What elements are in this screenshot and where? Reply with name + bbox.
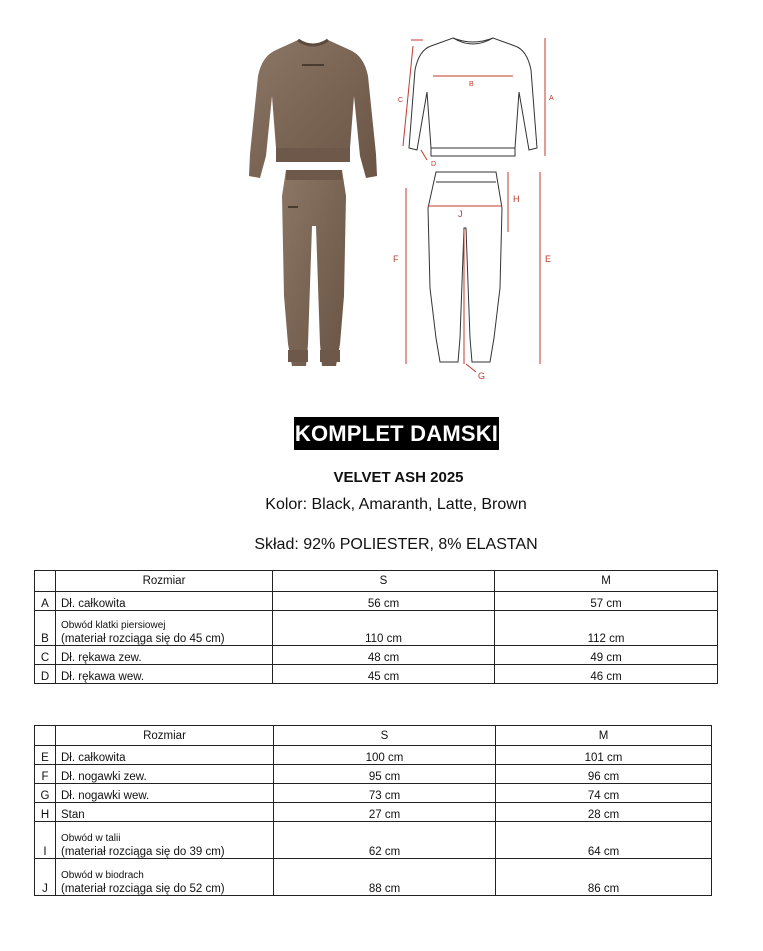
sweater-photo: [246, 36, 380, 184]
row-letter: C: [35, 646, 56, 665]
row-value-m: 28 cm: [496, 803, 712, 822]
row-measure-note: (materiał rozciąga się do 45 cm): [61, 633, 225, 645]
table-row: [35, 803, 712, 822]
table-row: [35, 859, 712, 896]
row-measure: Dł. całkowita: [56, 592, 273, 611]
row-letter: B: [35, 611, 56, 646]
row-value-s: 100 cm: [274, 746, 496, 765]
row-value-s: 62 cm: [274, 822, 496, 859]
row-measure: Stan: [56, 803, 274, 822]
row-letter: E: [35, 746, 56, 765]
header-size-label: Rozmiar: [56, 571, 273, 592]
header-size-m: M: [496, 726, 712, 746]
row-value-m: 86 cm: [496, 859, 712, 896]
diagram-label-j: J: [458, 209, 463, 219]
diagram-label-f: F: [393, 254, 399, 264]
row-measure: Dł. rękawa wew.: [56, 665, 273, 684]
product-subtitle: VELVET ASH 2025: [333, 469, 464, 486]
row-value-m: 96 cm: [496, 765, 712, 784]
row-value-m: 64 cm: [496, 822, 712, 859]
row-measure: Dł. rękawa zew.: [56, 646, 273, 665]
table-row: [35, 646, 718, 665]
row-measure-cell: [56, 859, 274, 896]
diagram-label-b: B: [469, 81, 474, 88]
row-value-s: 73 cm: [274, 784, 496, 803]
row-letter: G: [35, 784, 56, 803]
header-size-s: S: [274, 726, 496, 746]
table-row: [35, 784, 712, 803]
diagram-label-a: A: [549, 95, 554, 102]
row-measure: Dł. nogawki zew.: [56, 765, 274, 784]
row-letter: H: [35, 803, 56, 822]
row-measure: Obwód w biodrach: [61, 870, 144, 881]
row-letter: D: [35, 665, 56, 684]
row-letter: J: [35, 859, 56, 896]
row-measure: Dł. nogawki wew.: [56, 784, 274, 803]
row-measure-cell: [56, 611, 273, 646]
product-colors: Kolor: Black, Amaranth, Latte, Brown: [265, 496, 527, 513]
header-letter-cell: [35, 571, 56, 592]
header-size-label: Rozmiar: [56, 726, 274, 746]
row-value-s: 88 cm: [274, 859, 496, 896]
row-letter: A: [35, 592, 56, 611]
table-row: [35, 765, 712, 784]
pants-photo: [278, 166, 350, 370]
sweatshirt-size-table: [34, 570, 718, 684]
diagram-label-c: C: [398, 97, 404, 104]
diagram-label-d: D: [431, 161, 437, 168]
header-size-m: M: [495, 571, 718, 592]
table-header-row: [35, 726, 712, 746]
row-value-s: 45 cm: [273, 665, 495, 684]
row-value-m: 112 cm: [495, 611, 718, 646]
row-value-m: 57 cm: [495, 592, 718, 611]
row-value-m: 46 cm: [495, 665, 718, 684]
header-size-s: S: [273, 571, 495, 592]
row-measure-cell: [56, 822, 274, 859]
row-measure: Dł. całkowita: [56, 746, 274, 765]
table-row: [35, 746, 712, 765]
diagram-label-h: H: [513, 194, 520, 204]
table-header-row: [35, 571, 718, 592]
diagram-label-e: E: [545, 254, 552, 264]
table-row: [35, 611, 718, 646]
pants-diagram: [390, 168, 562, 384]
row-value-m: 74 cm: [496, 784, 712, 803]
row-letter: I: [35, 822, 56, 859]
product-composition: Skład: 92% POLIESTER, 8% ELASTAN: [254, 536, 538, 553]
row-value-s: 48 cm: [273, 646, 495, 665]
row-value-s: 27 cm: [274, 803, 496, 822]
table-row: [35, 822, 712, 859]
row-letter: F: [35, 765, 56, 784]
row-measure-note: (materiał rozciąga się do 39 cm): [61, 846, 225, 858]
row-value-m: 49 cm: [495, 646, 718, 665]
row-value-s: 56 cm: [273, 592, 495, 611]
product-title: KOMPLET DAMSKI: [294, 417, 499, 450]
table-row: [35, 665, 718, 684]
table-row: [35, 592, 718, 611]
row-value-s: 110 cm: [273, 611, 495, 646]
pants-size-table: [34, 725, 712, 896]
row-measure: Obwód w talii: [61, 833, 121, 844]
row-measure-note: (materiał rozciąga się do 52 cm): [61, 883, 225, 895]
header-letter-cell: [35, 726, 56, 746]
diagram-label-g: G: [478, 371, 486, 381]
row-value-s: 95 cm: [274, 765, 496, 784]
row-value-m: 101 cm: [496, 746, 712, 765]
sweatshirt-diagram: [393, 28, 563, 174]
row-measure: Obwód klatki piersiowej: [61, 620, 166, 631]
